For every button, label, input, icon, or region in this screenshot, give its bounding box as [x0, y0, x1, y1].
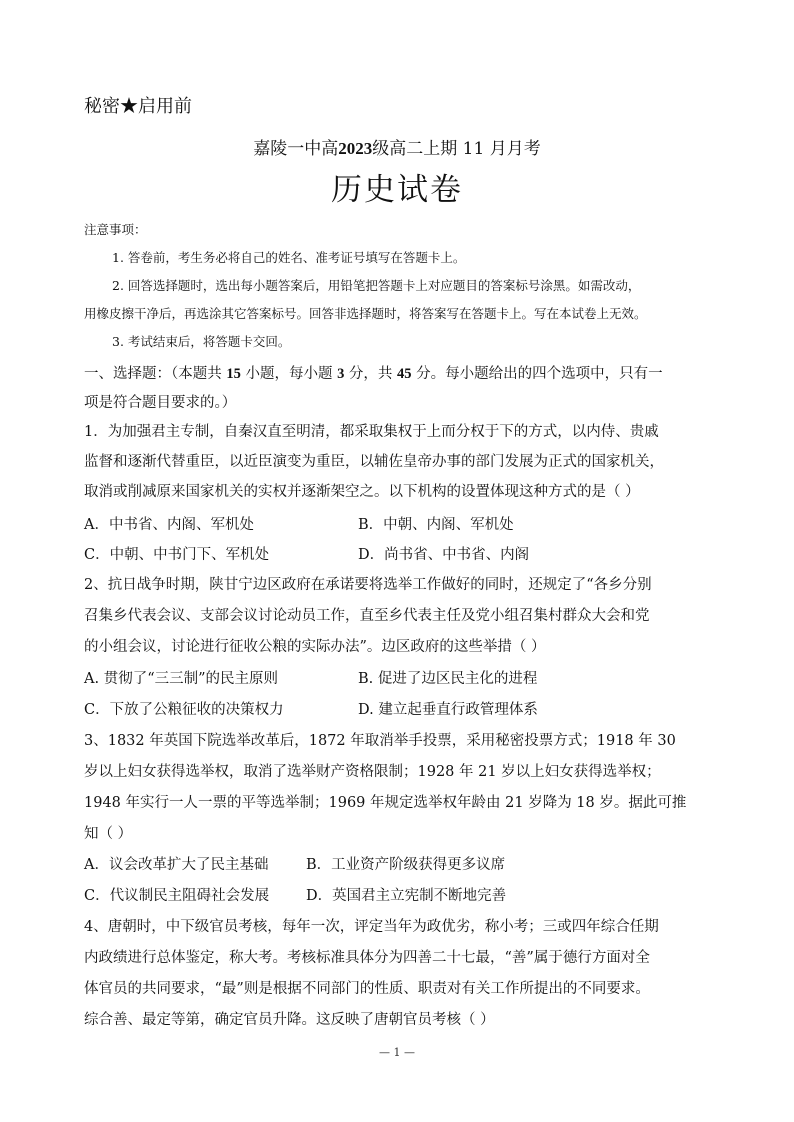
q3-line-3: 1948 年实行一人一票的平等选举制；1969 年规定选举权年龄由 21 岁降为 18 岁。据此可推: [84, 795, 687, 811]
q2-line-1: 2、抗日战争时期，陕甘宁边区政府在承诺要将选举工作做好的同时，还规定了“各乡分别: [84, 577, 652, 593]
exam-year: 2023: [338, 139, 373, 158]
q4-line-3: 体官员的共同要求，“最”则是根据不同部门的性质、职责对有关工作所提出的不同要求。: [84, 981, 650, 997]
q2-option-b: B. 促进了边区民主化的进程: [358, 671, 538, 687]
notice-item-3: 3. 考试结束后，将答题卡交回。: [112, 334, 291, 349]
q1-option-c: C．中朝、中书门下、军机处: [84, 547, 270, 563]
q3-line-2: 岁以上妇女获得选举权，取消了选举财产资格限制；1928 年 21 岁以上妇女获得选举权；: [84, 764, 661, 780]
question-count: 15: [226, 366, 241, 382]
exam-prefix: 嘉陵一中高: [253, 139, 339, 159]
q2-option-c: C．下放了公粮征收的决策权力: [84, 702, 284, 718]
q2-line-3: 的小组会议，讨论进行征收公粮的实际办法”。边区政府的这些举措（ ）: [84, 639, 546, 655]
section-intro-d: 分。每小题给出的四个选项中，只有一: [411, 366, 663, 382]
q4-line-2: 内政绩进行总体鉴定，称大考。考核标准具体分为四善二十七最，“善”属于德行方面对全: [84, 950, 650, 966]
q1-option-b: B．中朝、内阁、军机处: [358, 517, 514, 533]
q3-line-1: 3、1832 年英国下院选举改革后，1872 年取消举手投票，采用秘密投票方式；1918 年 30: [84, 733, 676, 749]
q3-option-d: D．英国君主立宪制不断地完善: [306, 888, 507, 904]
section-intro-line-2: 项是符合题目要求的。）: [84, 395, 237, 411]
section-intro-b: 小题，每小题: [240, 366, 338, 382]
q1-line-1: 1．为加强君主专制，自秦汉直至明清，都采取集权于上而分权于下的方式，以内侍、贵戚: [84, 424, 659, 440]
q1-line-3: 取消或削减原来国家机关的实权并逐渐架空之。以下机构的设置体现这种方式的是（ ）: [84, 484, 640, 500]
q1-line-2: 监督和逐渐代替重臣，以近臣演变为重臣，以辅佐皇帝办事的部门发展为正式的国家机关，: [84, 454, 664, 470]
q2-option-d: D. 建立起垂直行政管理体系: [358, 702, 538, 718]
q1-option-a: A．中书省、内阁、军机处: [84, 517, 254, 533]
page-number: — 1 —: [379, 1046, 415, 1059]
notice-heading: 注意事项：: [84, 222, 147, 237]
notice-item-1: 1. 答卷前，考生务必将自己的姓名、准考证号填写在答题卡上。: [112, 250, 466, 265]
q3-option-b: B．工业资产阶级获得更多议席: [306, 857, 506, 873]
q4-line-1: 4、唐朝时，中下级官员考核，每年一次，评定当年为政优劣，称小考；三或四年综合任期: [84, 919, 659, 935]
notice-item-2-line-1: 2. 回答选择题时，选出每小题答案后，用铅笔把答题卡上对应题目的答案标号涂黑。如需改动，: [112, 278, 641, 293]
total-points: 45: [397, 366, 412, 382]
section-intro-c: 分，共: [344, 366, 398, 382]
q2-line-2: 召集乡代表会议、支部会议讨论动员工作，直至乡代表主任及党小组召集村群众大会和党: [84, 608, 650, 624]
section-intro-line-1: [84, 362, 663, 383]
q3-line-4: 知（ ）: [84, 826, 133, 842]
notice-item-2-line-2: 用橡皮擦干净后，再选涂其它答案标号。回答非选择题时，将答案写在答题卡上。写在本试卷上无效。: [84, 306, 647, 321]
exam-suffix: 级高二上期 11 月月考: [372, 139, 541, 159]
section-intro-a: 一、选择题：（本题共: [84, 366, 227, 382]
q3-option-a: A．议会改革扩大了民主基础: [84, 857, 269, 873]
q3-option-c: C．代议制民主阻碍社会发展: [84, 888, 270, 904]
exam-header: [0, 134, 794, 159]
q1-option-d: D．尚书省、中书省、内阁: [358, 547, 530, 563]
question-points: 3: [337, 366, 345, 382]
secret-label: 秘密★启用前: [84, 96, 192, 117]
page-title: 历史试卷: [331, 172, 463, 208]
q4-line-4: 综合善、最定等第，确定官员升降。这反映了唐朝官员考核（ ）: [84, 1012, 495, 1028]
q2-option-a: A. 贯彻了“三三制”的民主原则: [84, 671, 279, 687]
